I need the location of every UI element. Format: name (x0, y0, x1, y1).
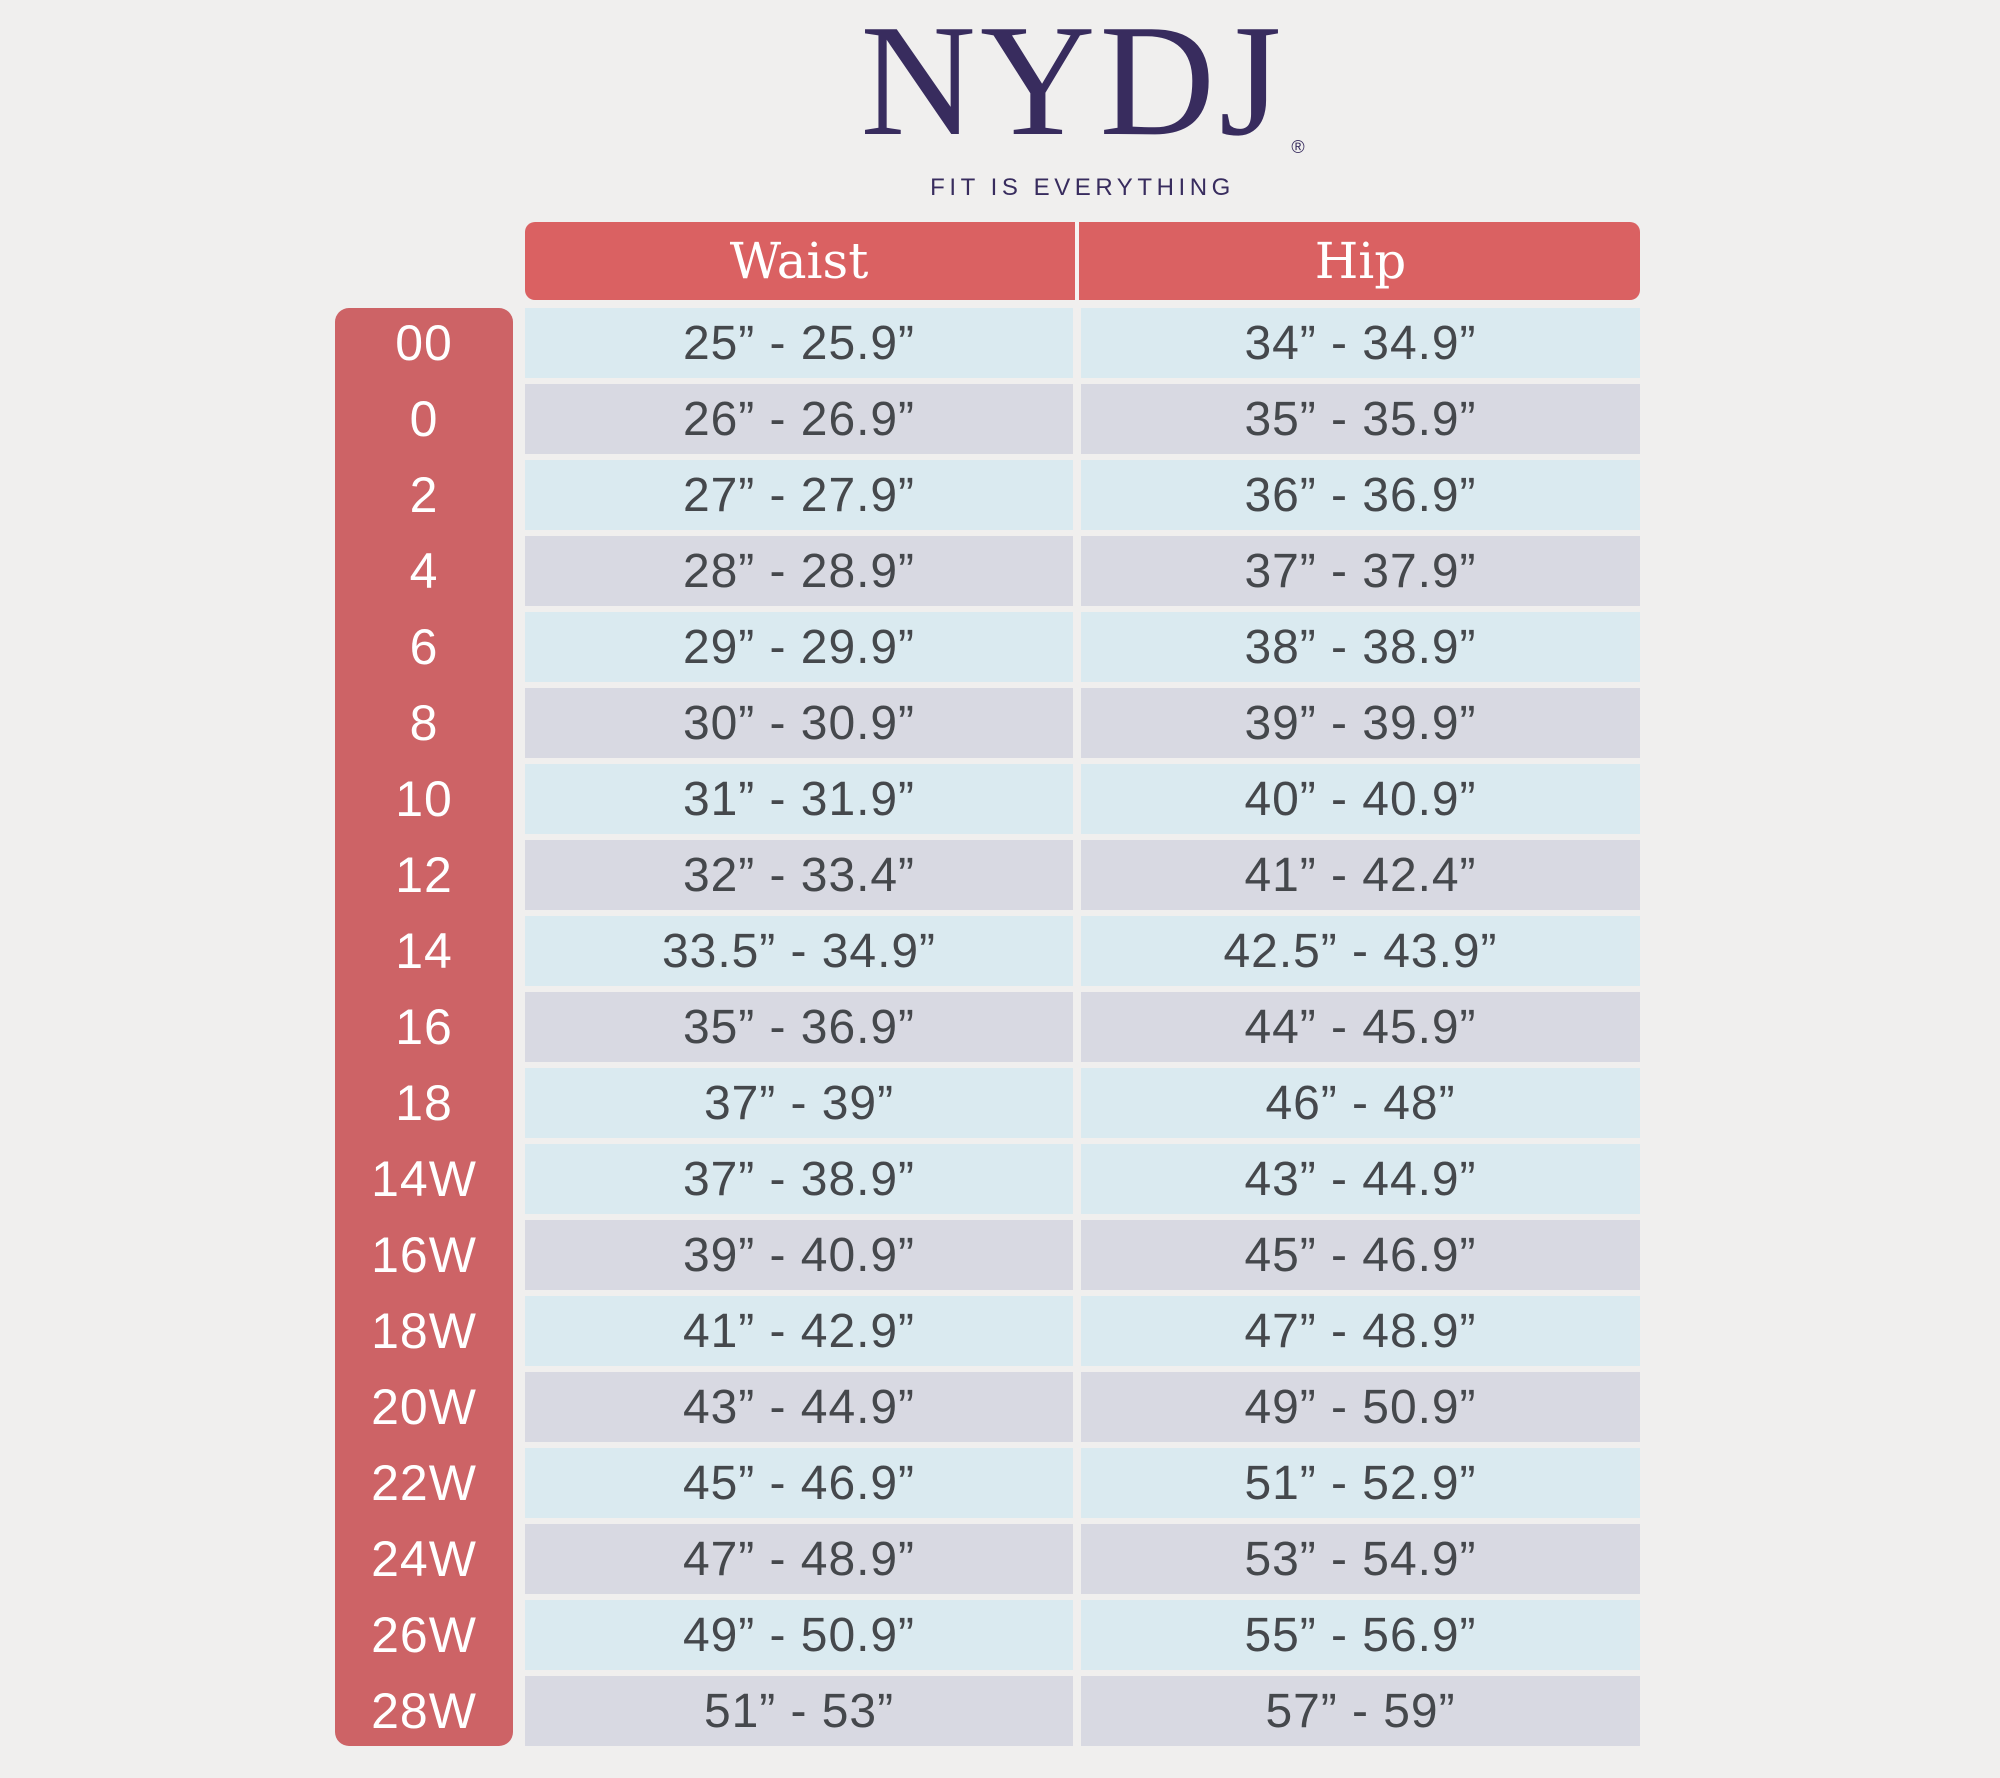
size-label: 16W (371, 1227, 477, 1283)
size-label: 18 (395, 1075, 453, 1131)
table-row (525, 1600, 1640, 1670)
header-divider-zone (1073, 222, 1081, 300)
waist-value-cell: 31” - 31.9” (525, 764, 1073, 834)
table-row (525, 460, 1640, 530)
table-row (525, 384, 1640, 454)
waist-value-cell: 41” - 42.9” (525, 1296, 1073, 1366)
table-row (525, 1220, 1640, 1290)
measurement-rows (525, 308, 1640, 1746)
table-row (525, 308, 1640, 378)
waist-value-cell: 33.5” - 34.9” (525, 916, 1073, 986)
column-header-row (525, 222, 1640, 300)
size-label: 6 (409, 619, 439, 675)
hip-value-cell: 57” - 59” (1081, 1676, 1640, 1746)
hip-value-cell: 44” - 45.9” (1081, 992, 1640, 1062)
size-label: 12 (395, 847, 453, 903)
waist-value-cell: 26” - 26.9” (525, 384, 1073, 454)
hip-column-header: Hip (1314, 232, 1407, 290)
size-label: 8 (409, 695, 439, 751)
table-row (525, 992, 1640, 1062)
hip-value-cell: 42.5” - 43.9” (1081, 916, 1640, 986)
brand-header (525, 0, 1640, 202)
size-label: 20W (371, 1379, 477, 1435)
hip-value-cell: 38” - 38.9” (1081, 612, 1640, 682)
size-label-column (335, 308, 513, 1746)
waist-value-cell: 28” - 28.9” (525, 536, 1073, 606)
size-label: 28W (371, 1683, 477, 1739)
table-row (525, 764, 1640, 834)
brand-logo-row (525, 0, 1640, 169)
table-row (525, 1068, 1640, 1138)
table-row (525, 1296, 1640, 1366)
hip-value-cell: 53” - 54.9” (1081, 1524, 1640, 1594)
hip-value-cell: 34” - 34.9” (1081, 308, 1640, 378)
size-label: 18W (371, 1303, 477, 1359)
waist-value-cell: 25” - 25.9” (525, 308, 1073, 378)
hip-value-cell: 43” - 44.9” (1081, 1144, 1640, 1214)
waist-value-cell: 29” - 29.9” (525, 612, 1073, 682)
waist-value-cell: 30” - 30.9” (525, 688, 1073, 758)
table-row (525, 1448, 1640, 1518)
waist-value-cell: 43” - 44.9” (525, 1372, 1073, 1442)
size-label: 26W (371, 1607, 477, 1663)
waist-value-cell: 51” - 53” (525, 1676, 1073, 1746)
size-label: 22W (371, 1455, 477, 1511)
size-label: 00 (395, 315, 453, 371)
waist-value-cell: 45” - 46.9” (525, 1448, 1073, 1518)
registered-trademark-icon: ® (1291, 137, 1305, 157)
hip-value-cell: 36” - 36.9” (1081, 460, 1640, 530)
hip-value-cell: 41” - 42.4” (1081, 840, 1640, 910)
table-row (525, 840, 1640, 910)
column-divider (1075, 222, 1079, 300)
hip-value-cell: 39” - 39.9” (1081, 688, 1640, 758)
table-row (525, 1372, 1640, 1442)
hip-value-cell: 45” - 46.9” (1081, 1220, 1640, 1290)
size-label: 10 (395, 771, 453, 827)
size-label: 16 (395, 999, 453, 1055)
size-label: 2 (409, 467, 439, 523)
size-chart (335, 222, 1640, 1746)
table-row (525, 688, 1640, 758)
table-row (525, 612, 1640, 682)
waist-value-cell: 49” - 50.9” (525, 1600, 1073, 1670)
size-label: 14 (395, 923, 453, 979)
table-row (525, 1676, 1640, 1746)
waist-value-cell: 37” - 39” (525, 1068, 1073, 1138)
size-label: 0 (409, 391, 439, 447)
hip-value-cell: 35” - 35.9” (1081, 384, 1640, 454)
hip-value-cell: 47” - 48.9” (1081, 1296, 1640, 1366)
size-label: 14W (371, 1151, 477, 1207)
table-row (525, 1144, 1640, 1214)
table-row (525, 1524, 1640, 1594)
table-row (525, 916, 1640, 986)
waist-column-header: Waist (729, 232, 869, 290)
waist-value-cell: 47” - 48.9” (525, 1524, 1073, 1594)
table-row (525, 536, 1640, 606)
waist-value-cell: 37” - 38.9” (525, 1144, 1073, 1214)
hip-value-cell: 51” - 52.9” (1081, 1448, 1640, 1518)
hip-value-cell: 37” - 37.9” (1081, 536, 1640, 606)
waist-value-cell: 39” - 40.9” (525, 1220, 1073, 1290)
size-label: 24W (371, 1531, 477, 1587)
waist-value-cell: 35” - 36.9” (525, 992, 1073, 1062)
waist-value-cell: 27” - 27.9” (525, 460, 1073, 530)
hip-value-cell: 49” - 50.9” (1081, 1372, 1640, 1442)
waist-value-cell: 32” - 33.4” (525, 840, 1073, 910)
hip-value-cell: 46” - 48” (1081, 1068, 1640, 1138)
size-label: 4 (409, 543, 439, 599)
brand-logo: NYDJ (860, 0, 1286, 169)
brand-tagline: FIT IS EVERYTHING (930, 174, 1235, 201)
hip-value-cell: 55” - 56.9” (1081, 1600, 1640, 1670)
hip-value-cell: 40” - 40.9” (1081, 764, 1640, 834)
